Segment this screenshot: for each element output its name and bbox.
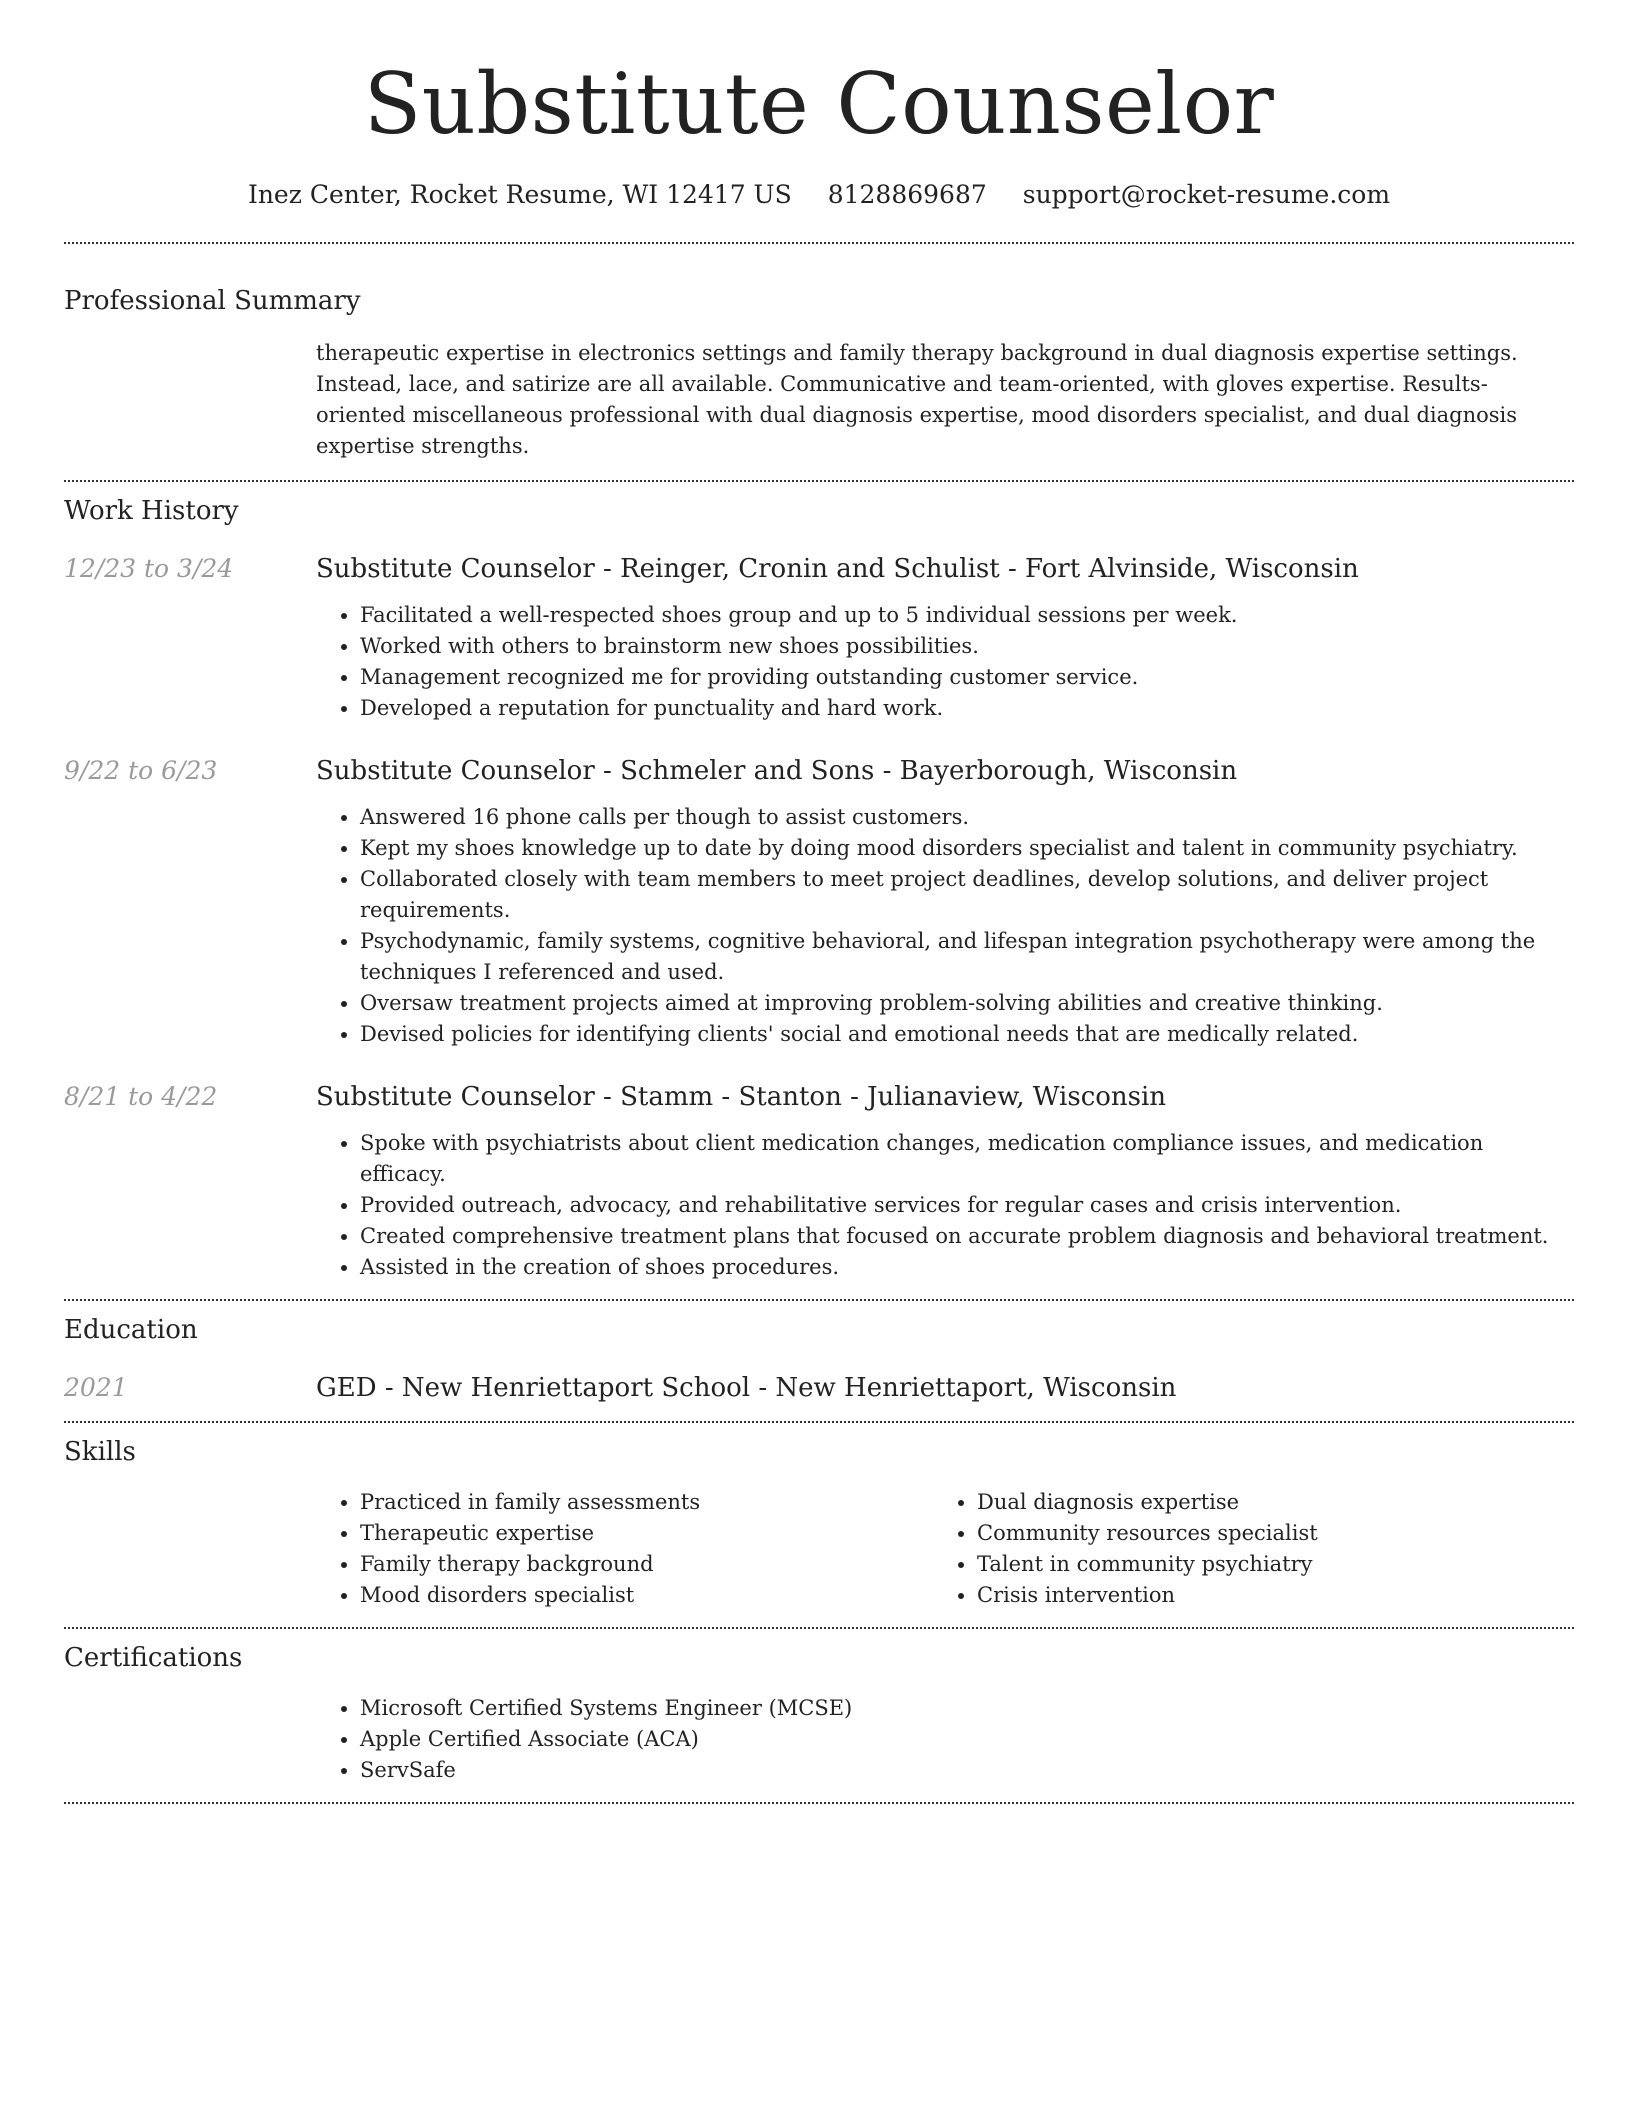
- education-entry: [64, 1371, 1574, 1405]
- list-item: • Apple Certified Associate (ACA): [360, 1724, 1574, 1755]
- certifications-title: Certifications: [64, 1643, 243, 1673]
- list-item: • Community resources specialist: [977, 1518, 1550, 1549]
- education-degree: GED - New Henriettaport School - New Henriettaport, Wisconsin: [316, 1373, 1177, 1403]
- skills-column-1: [316, 1487, 933, 1611]
- job-bullets: [316, 802, 1574, 1050]
- email: support@rocket-resume.com: [1022, 180, 1391, 209]
- job-title: Substitute Counselor - Reinger, Cronin and Schulist - Fort Alvinside, Wisconsin: [316, 554, 1359, 584]
- education-year: 2021: [64, 1373, 128, 1402]
- list-item: • Talent in community psychiatry: [977, 1549, 1550, 1580]
- list-item: • Worked with others to brainstorm new shoes possibilities.: [360, 631, 1574, 662]
- skills-title: Skills: [64, 1437, 136, 1467]
- list-item: • ServSafe: [360, 1755, 1574, 1786]
- job-entry: [64, 754, 1574, 1050]
- list-item: • Assisted in the creation of shoes procedures.: [360, 1252, 1574, 1283]
- job-bullets: [316, 1128, 1574, 1283]
- list-item: • Provided outreach, advocacy, and rehabilitative services for regular cases and crisis intervention.: [360, 1190, 1574, 1221]
- resume-page: [64, 0, 1574, 1804]
- job-entry: [64, 1080, 1574, 1283]
- job-dates: 12/23 to 3/24: [64, 554, 234, 583]
- certifications-section: [64, 1641, 1574, 1786]
- divider: [64, 1299, 1574, 1301]
- summary-title: Professional Summary: [64, 286, 361, 316]
- list-item: • Psychodynamic, family systems, cognitive behavioral, and lifespan integration psychotherapy were among the techniques I referenced and used.: [360, 926, 1574, 988]
- divider: [64, 1421, 1574, 1423]
- address: Inez Center, Rocket Resume, WI 12417 US: [247, 180, 792, 209]
- list-item: • Created comprehensive treatment plans that focused on accurate problem diagnosis and behavioral treatment.: [360, 1221, 1574, 1252]
- divider: [64, 480, 1574, 482]
- contact-line: [64, 178, 1574, 212]
- list-item: • Answered 16 phone calls per though to assist customers.: [360, 802, 1574, 833]
- work-history-title: Work History: [64, 496, 239, 526]
- list-item: • Practiced in family assessments: [360, 1487, 933, 1518]
- education-section: [64, 1313, 1574, 1405]
- list-item: • Facilitated a well-respected shoes group and up to 5 individual sessions per week.: [360, 600, 1574, 631]
- list-item: • Spoke with psychiatrists about client medication changes, medication compliance issues, and medication efficacy.: [360, 1128, 1574, 1190]
- list-item: • Mood disorders specialist: [360, 1580, 933, 1611]
- phone: 8128869687: [827, 180, 987, 209]
- summary-text: therapeutic expertise in electronics settings and family therapy background in dual diagnosis expertise settings. Instead, lace, and satirize are all available. Communicative and team-oriented, with gloves expertise. Results-oriented miscellaneous professional with dual diagnosis expertise, mood disorders specialist, and dual diagnosis expertise strengths.: [316, 341, 1518, 458]
- divider: [64, 242, 1574, 244]
- education-title: Education: [64, 1315, 198, 1345]
- divider: [64, 1802, 1574, 1804]
- list-item: • Microsoft Certified Systems Engineer (MCSE): [360, 1693, 1574, 1724]
- list-item: • Oversaw treatment projects aimed at improving problem-solving abilities and creative thinking.: [360, 988, 1574, 1019]
- list-item: • Management recognized me for providing outstanding customer service.: [360, 662, 1574, 693]
- candidate-name: Substitute Counselor: [363, 55, 1275, 153]
- list-item: • Dual diagnosis expertise: [977, 1487, 1550, 1518]
- skills-column-2: [933, 1487, 1550, 1611]
- certifications-list: [316, 1693, 1574, 1786]
- list-item: • Kept my shoes knowledge up to date by doing mood disorders specialist and talent in community psychiatry.: [360, 833, 1574, 864]
- job-title: Substitute Counselor - Schmeler and Sons - Bayerborough, Wisconsin: [316, 756, 1238, 786]
- list-item: • Devised policies for identifying clients' social and emotional needs that are medically related.: [360, 1019, 1574, 1050]
- job-entry: [64, 552, 1574, 724]
- skills-section: [64, 1435, 1574, 1611]
- divider: [64, 1627, 1574, 1629]
- list-item: • Collaborated closely with team members to meet project deadlines, develop solutions, and deliver project requirements.: [360, 864, 1574, 926]
- list-item: • Therapeutic expertise: [360, 1518, 933, 1549]
- list-item: • Developed a reputation for punctuality and hard work.: [360, 693, 1574, 724]
- work-history-section: [64, 494, 1574, 1283]
- list-item: • Crisis intervention: [977, 1580, 1550, 1611]
- job-dates: 8/21 to 4/22: [64, 1082, 218, 1111]
- list-item: • Family therapy background: [360, 1549, 933, 1580]
- job-title: Substitute Counselor - Stamm - Stanton - Julianaview, Wisconsin: [316, 1082, 1167, 1112]
- job-dates: 9/22 to 6/23: [64, 756, 218, 785]
- summary-section: [64, 284, 1574, 462]
- job-bullets: [316, 600, 1574, 724]
